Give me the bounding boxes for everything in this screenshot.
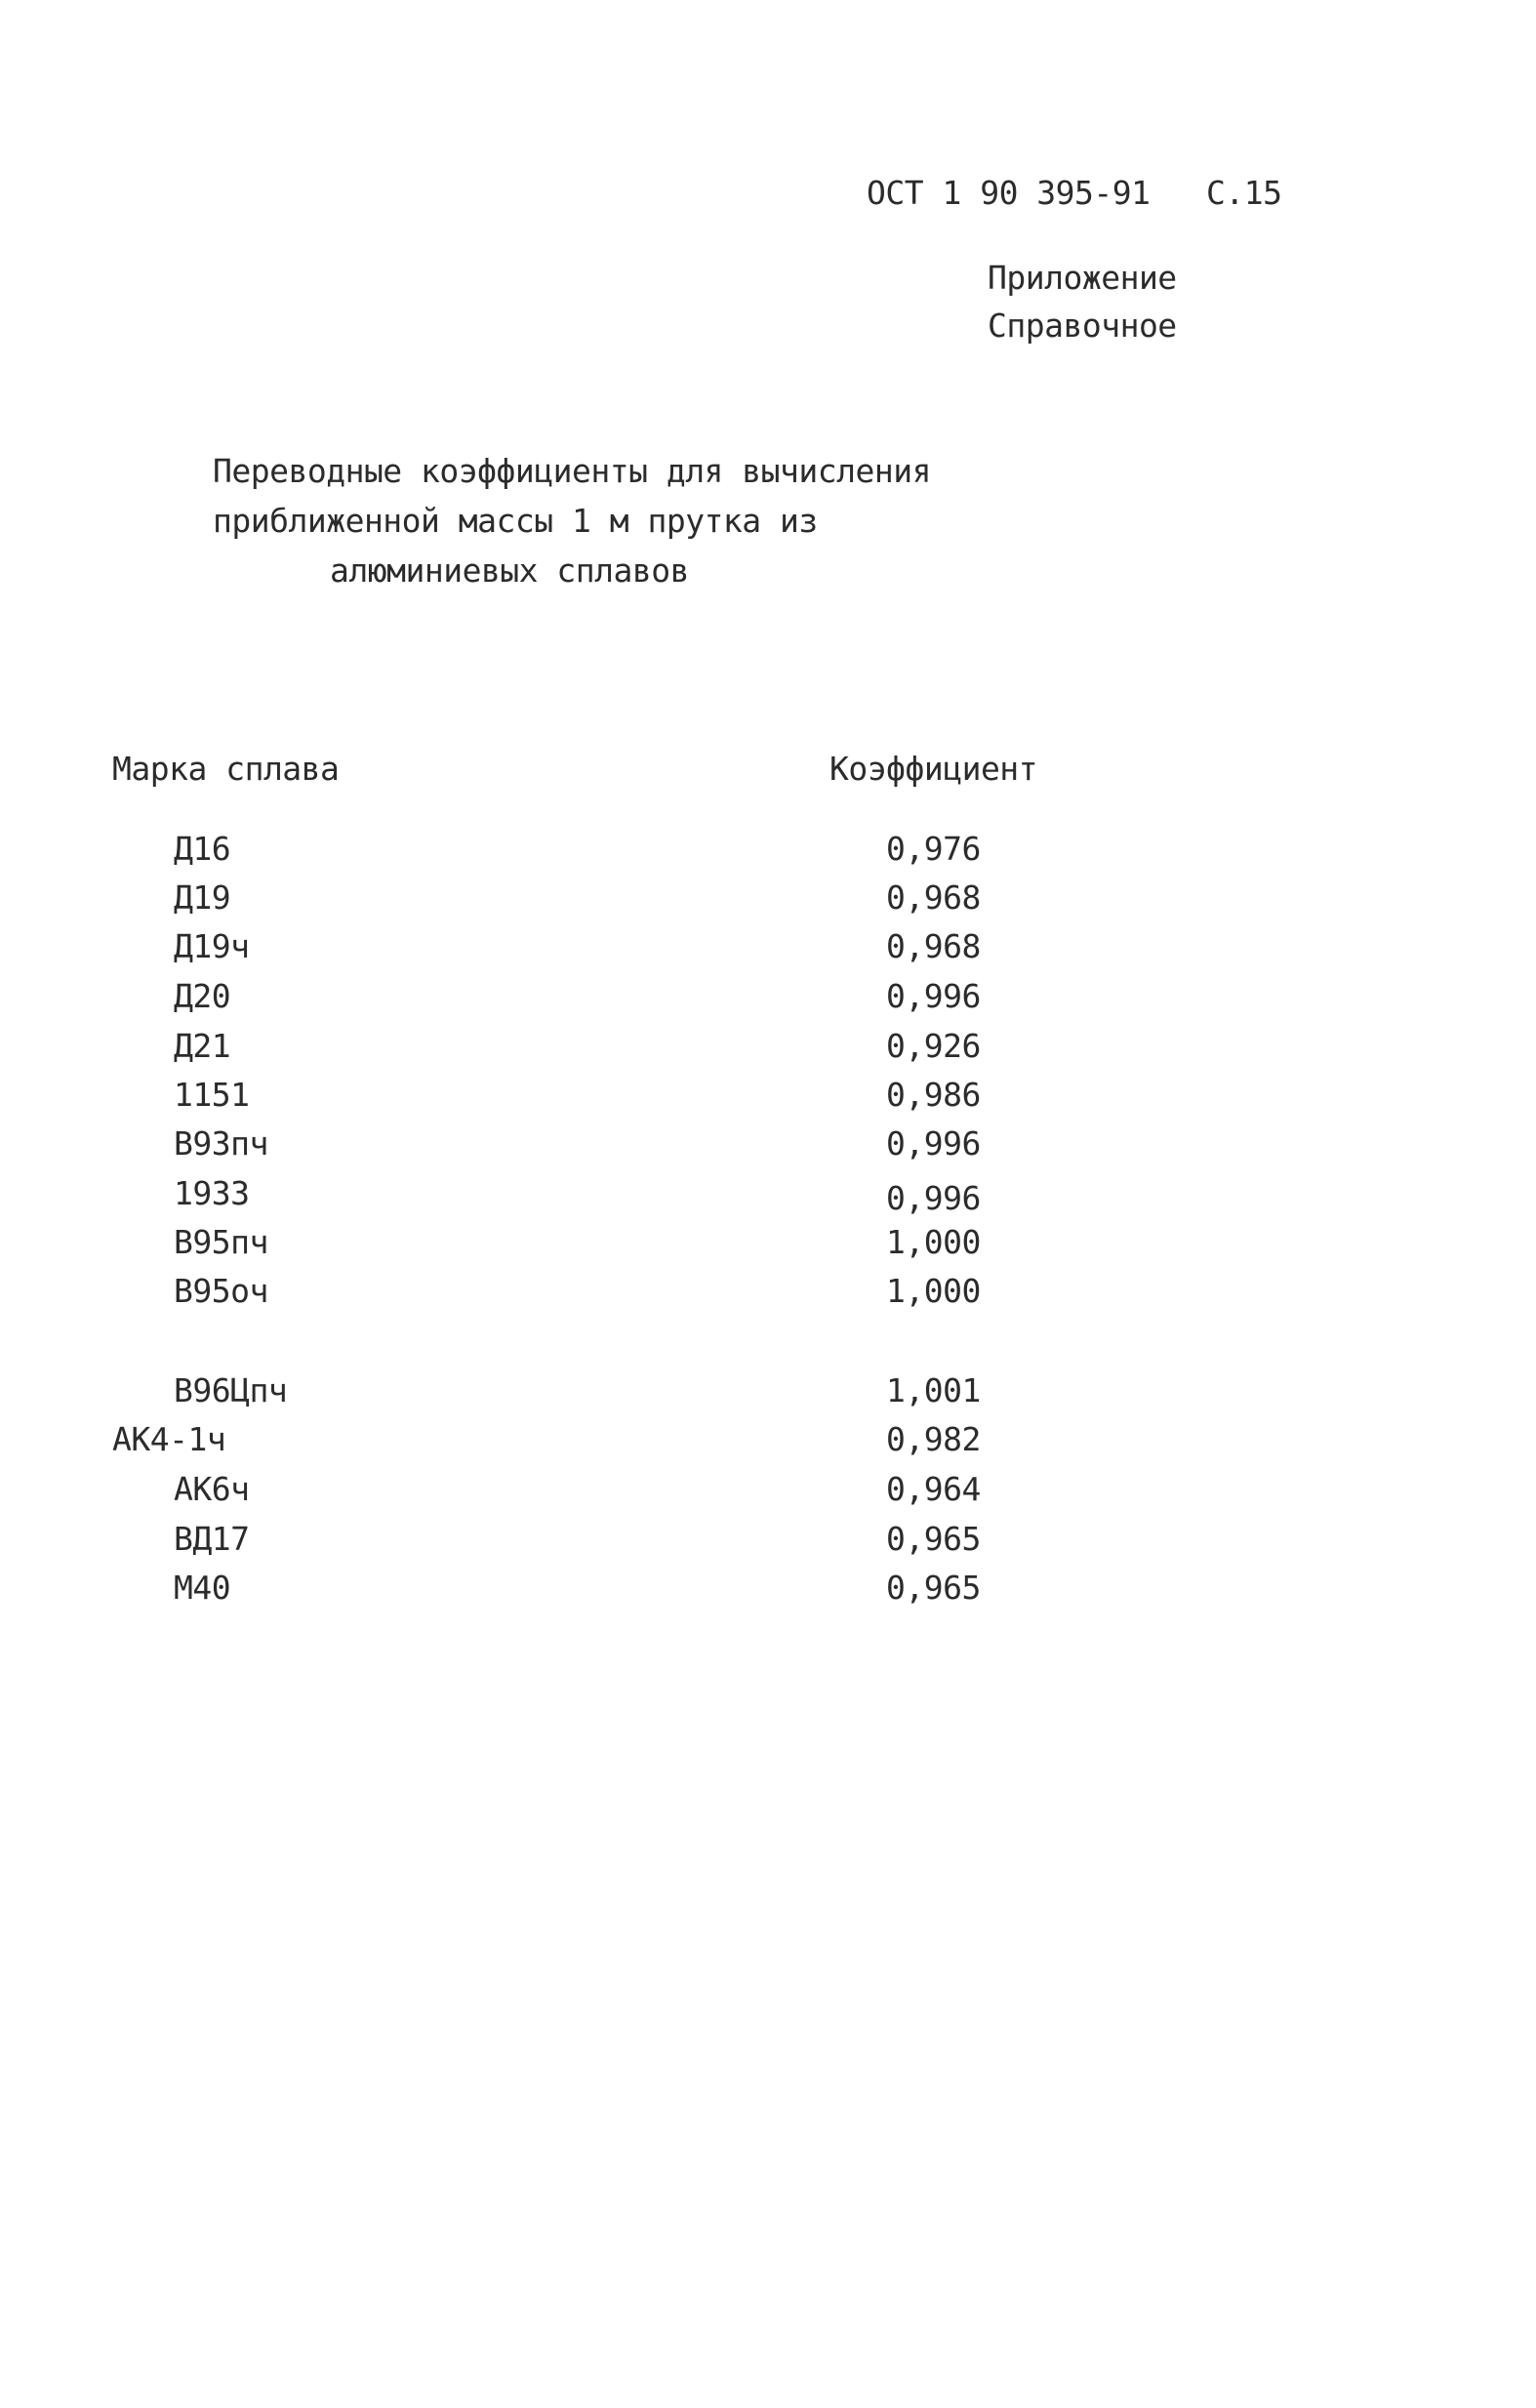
alloy-grade: М40 [174, 1569, 231, 1607]
alloy-grade: Д21 [174, 1027, 231, 1065]
title-line-2: приближенной массы 1 м прутка из [213, 502, 818, 540]
coefficient-value: 0,996 [886, 1124, 981, 1163]
alloy-grade: Д19ч [174, 927, 250, 965]
coefficient-value: 0,926 [886, 1027, 981, 1065]
coefficient-value: 0,996 [886, 977, 981, 1015]
coefficient-value: 0,964 [886, 1470, 981, 1508]
coefficient-value: 0,968 [886, 927, 981, 965]
alloy-grade: АК4-1ч [112, 1420, 226, 1458]
alloy-grade: АК6ч [174, 1470, 250, 1508]
alloy-grade: В93пч [174, 1124, 268, 1163]
coefficient-value: 1,000 [886, 1223, 981, 1261]
document-code: ОСТ 1 90 395-91 [867, 174, 1151, 212]
coefficient-value: 0,996 [886, 1179, 981, 1217]
alloy-grade: Д19 [174, 878, 231, 917]
alloy-grade: Д20 [174, 977, 231, 1015]
alloy-grade: В95пч [174, 1223, 268, 1261]
coefficient-value: 0,982 [886, 1420, 981, 1458]
page-number: С.15 [1206, 174, 1282, 212]
coefficient-value: 0,965 [886, 1520, 981, 1558]
alloy-grade: В95оч [174, 1272, 268, 1310]
coefficient-value: 0,976 [886, 830, 981, 868]
column-header-grade: Марка сплава [112, 750, 340, 788]
alloy-grade: Д16 [174, 830, 231, 868]
coefficient-value: 0,965 [886, 1569, 981, 1607]
alloy-grade: 1151 [174, 1076, 250, 1114]
coefficient-value: 0,986 [886, 1076, 981, 1114]
appendix-label: Приложение [988, 259, 1177, 297]
coefficient-value: 1,000 [886, 1272, 981, 1310]
reference-label: Справочное [988, 306, 1177, 345]
alloy-grade: ВД17 [174, 1520, 250, 1558]
coefficient-value: 0,968 [886, 878, 981, 917]
alloy-grade: 1933 [174, 1174, 250, 1212]
alloy-grade: В96Цпч [174, 1371, 288, 1409]
title-line-1: Переводные коэффициенты для вычисления [213, 452, 931, 490]
column-header-coefficient: Коэффициент [829, 750, 1038, 788]
coefficient-value: 1,001 [886, 1371, 981, 1409]
title-line-3: алюминиевых сплавов [330, 551, 689, 590]
